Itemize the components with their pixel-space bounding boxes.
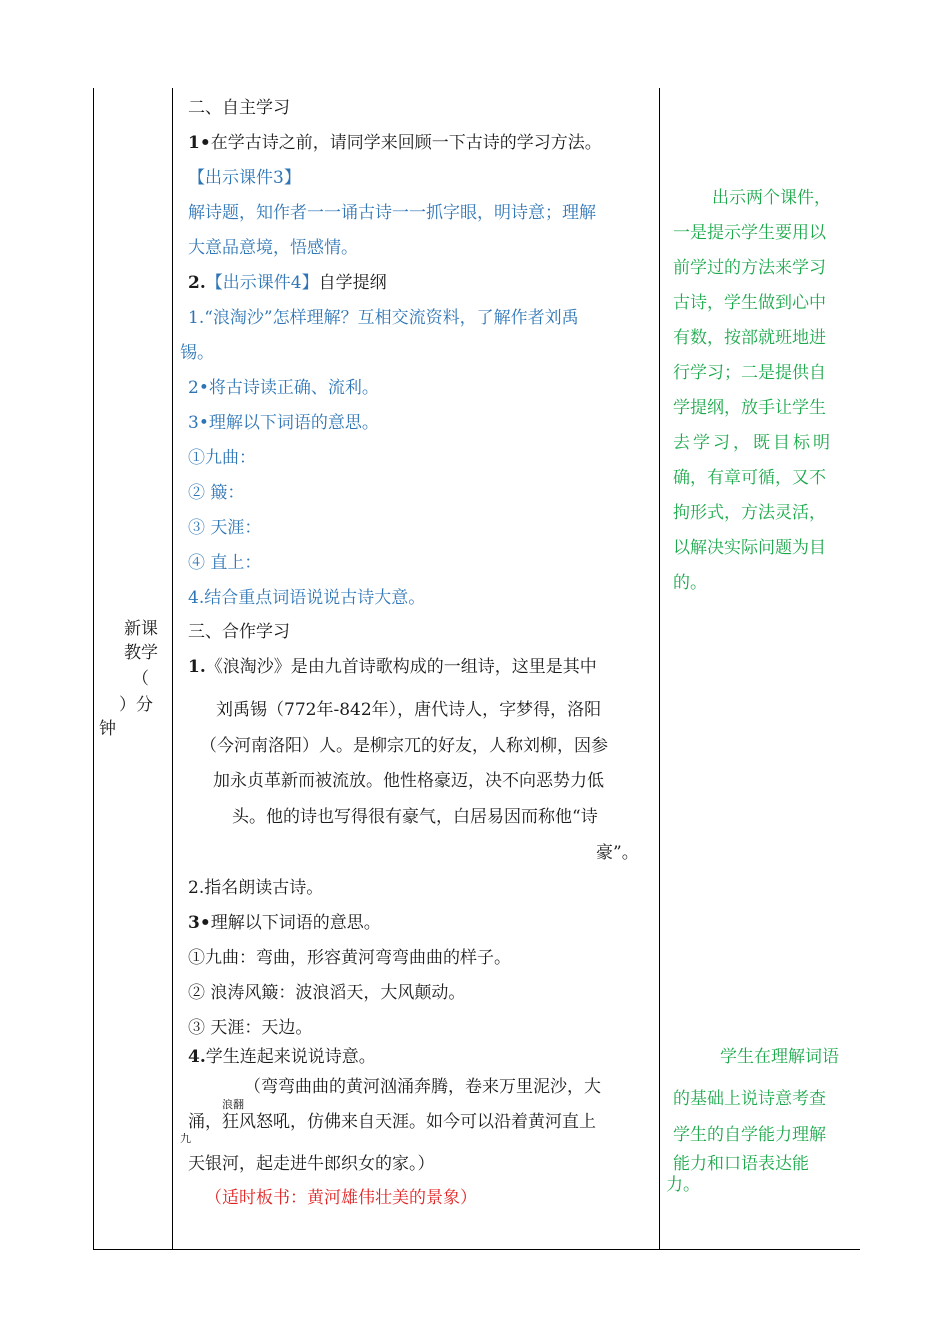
note1-line2: 一是提示学生要用以 — [673, 223, 826, 243]
coop-item4 — [188, 1046, 376, 1068]
definition1: ①九曲：弯曲，形容黄河弯弯曲曲的样子。 — [188, 948, 511, 968]
bio-line2: （今河南洛阳）人。是柳宗兀的好友，人称刘柳，因参 — [200, 736, 608, 756]
table-border-left — [93, 88, 94, 1250]
note1-line9: 确，有章可循，又不 — [673, 468, 826, 488]
note2-line5: 力。 — [666, 1175, 700, 1195]
section-label-line5: 钟 — [99, 719, 116, 739]
table-border-col1 — [172, 88, 173, 1250]
note1-line6: 行学习；二是提供自 — [673, 363, 826, 383]
coop-item1 — [188, 656, 597, 678]
coop-item4-text: 学生连起来说说诗意。 — [205, 1047, 376, 1067]
note2-line3: 学生的自学能力理解 — [673, 1125, 826, 1145]
question4: 4.结合重点词语说说古诗大意。 — [188, 588, 426, 608]
note1-line4: 古诗，学生做到心中 — [673, 293, 826, 313]
note2-line2: 的基础上说诗意考查 — [673, 1089, 826, 1109]
courseware-3: 【出示课件3】 — [188, 168, 301, 188]
word3: ③ 天涯： — [188, 518, 262, 538]
section2-title: 二、自主学习 — [188, 98, 290, 118]
note1-line12: 的。 — [673, 573, 707, 593]
section-label-line1: 新课 — [124, 619, 158, 639]
definition2: ② 浪涛风簸：波浪滔天，大风颠动。 — [188, 983, 466, 1003]
note1-line3: 前学过的方法来学习 — [673, 258, 826, 278]
item2 — [188, 272, 387, 294]
bio-line4: 头。他的诗也写得很有豪气，白居易因而称他“诗 — [232, 807, 598, 827]
question1-line2: 锡。 — [180, 343, 214, 363]
note1-line5: 有数，按部就班地进 — [673, 328, 826, 348]
note1-line7: 学提纲，放手让学生 — [673, 398, 826, 418]
note2-line1: 学生在理解词语 — [720, 1047, 839, 1067]
section-label-line3: （ — [132, 669, 149, 689]
note1-line1: 出示两个课件， — [712, 188, 831, 208]
courseware-4: 【出示课件4】 — [205, 273, 319, 293]
section3-title: 三、合作学习 — [188, 622, 290, 642]
meaning-fragment2: 九 — [180, 1132, 191, 1145]
word2: ② 簸： — [188, 483, 245, 503]
section-label-line4: ）分 — [119, 695, 153, 715]
question1-line1: 1.“浪淘沙”怎样理解？互相交流资料，了解作者刘禹 — [188, 308, 579, 328]
coop-item1-text: 《浪淘沙》是由九首诗歌构成的一组诗，这里是其中 — [205, 657, 597, 677]
item2-number: 2. — [188, 273, 206, 293]
method-line1: 解诗题，知作者一一诵古诗一一抓字眼，明诗意；理解 — [188, 203, 596, 223]
note1-line8: 去学习，既目标明 — [673, 433, 833, 453]
method-line2: 大意品意境，悟感情。 — [188, 238, 358, 258]
table-border-bottom — [93, 1249, 860, 1250]
item1-number: 1• — [188, 133, 211, 153]
coop-item3-number: 3• — [188, 913, 211, 933]
definition3: ③ 天涯：天边。 — [188, 1018, 313, 1038]
item2-text: 自学提纲 — [318, 273, 387, 293]
table-border-col2 — [659, 88, 660, 1250]
meaning-fragment1: 浪翻 — [222, 1098, 244, 1111]
meaning-line1: （弯弯曲曲的黄河汹涌奔腾，卷来万里泥沙，大 — [244, 1077, 601, 1097]
coop-item2: 2.指名朗读古诗。 — [188, 878, 324, 898]
coop-item3-text: 理解以下词语的意思。 — [210, 913, 381, 933]
note2-line4: 能力和口语表达能 — [673, 1154, 809, 1174]
question3: 3•理解以下词语的意思。 — [188, 413, 379, 433]
meaning-line3: 天银河，起走进牛郎织女的家。） — [188, 1154, 435, 1174]
board-writing: （适时板书：黄河雄伟壮美的景象） — [205, 1188, 477, 1208]
coop-item1-number: 1. — [188, 657, 206, 677]
item1 — [188, 132, 602, 154]
note1-line11: 以解决实际问题为目 — [673, 538, 826, 558]
word1: ①九曲： — [188, 448, 256, 468]
meaning-line2: 涌，狂风怒吼，仿佛来自天涯。如今可以沿着黄河直上 — [188, 1112, 596, 1132]
word4: ④ 直上： — [188, 553, 262, 573]
question2: 2•将古诗读正确、流利。 — [188, 378, 379, 398]
section-label-line2: 教学 — [124, 643, 158, 663]
coop-item3 — [188, 912, 381, 934]
bio-line3: 加永贞革新而被流放。他性格豪迈，决不向恶势力低 — [213, 771, 604, 791]
bio-line1: 刘禹锡（772年-842年），唐代诗人，字梦得，洛阳 — [216, 700, 602, 720]
coop-item4-number: 4. — [188, 1047, 206, 1067]
bio-line5: 豪”。 — [596, 843, 639, 863]
note1-line10: 拘形式，方法灵活， — [673, 503, 826, 523]
item1-text: 在学古诗之前，请同学来回顾一下古诗的学习方法。 — [210, 133, 602, 153]
